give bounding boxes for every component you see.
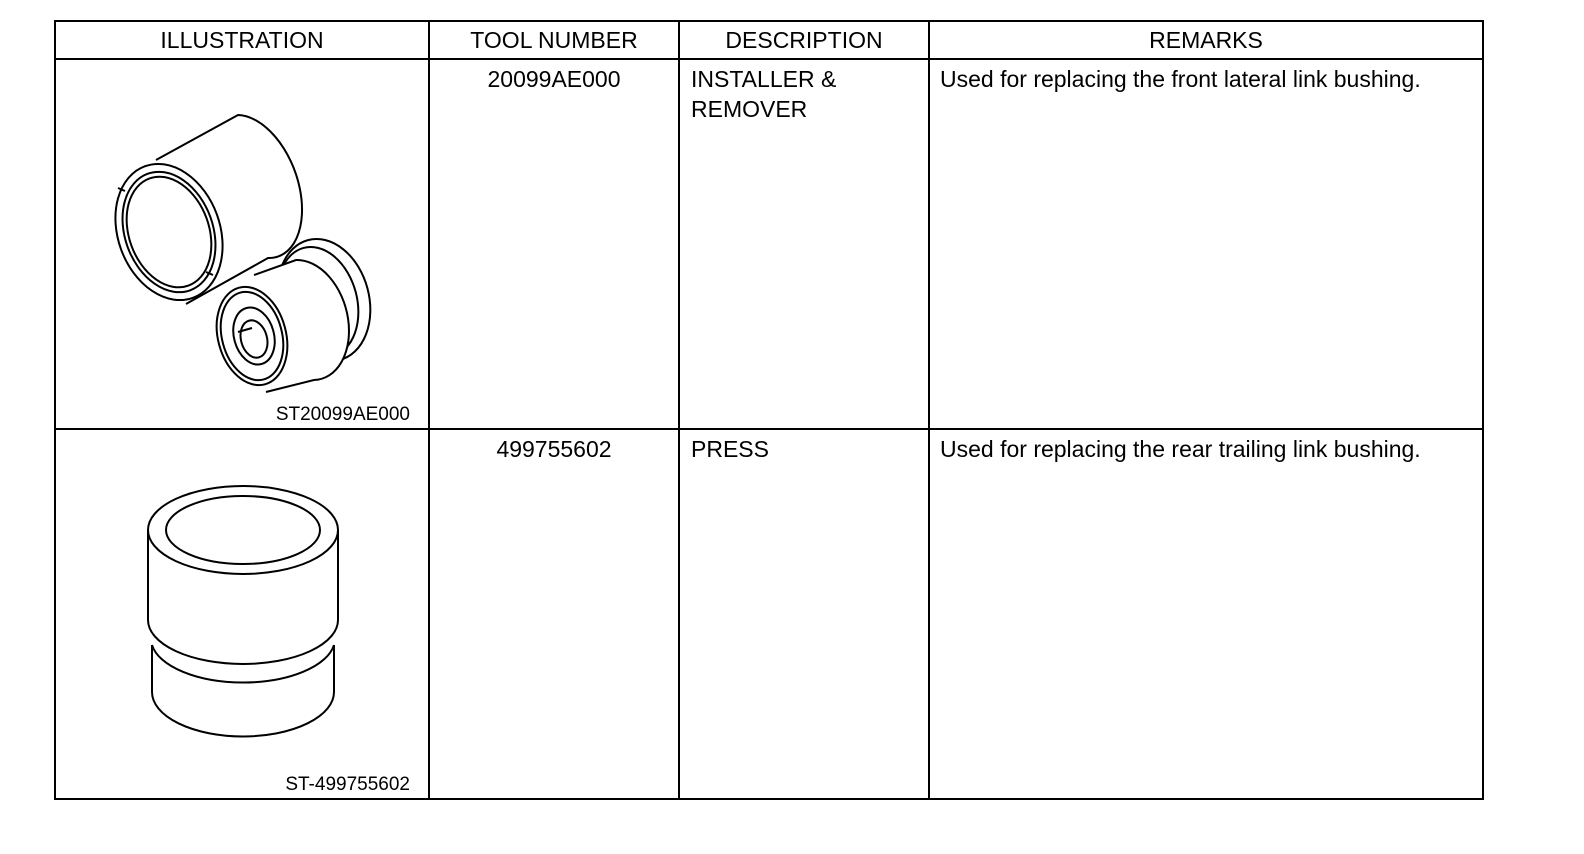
installer-remover-tool-icon — [56, 60, 428, 422]
description-line: REMOVER — [691, 96, 808, 122]
tool-number-cell: 20099AE000 — [429, 59, 679, 429]
special-tools-table — [54, 20, 1484, 800]
table-row — [55, 429, 1483, 799]
illustration-cell — [55, 59, 429, 429]
header-tool-number: TOOL NUMBER — [429, 21, 679, 59]
header-description: DESCRIPTION — [679, 21, 929, 59]
tool-number-cell: 499755602 — [429, 429, 679, 799]
table-row — [55, 59, 1483, 429]
illustration-cell — [55, 429, 429, 799]
remarks-cell: Used for replacing the rear trailing link bushing. — [929, 429, 1483, 799]
header-remarks: REMARKS — [929, 21, 1483, 59]
illustration-code: ST20099AE000 — [275, 404, 410, 425]
description-cell — [679, 429, 929, 799]
illustration-code: ST-499755602 — [285, 774, 410, 795]
press-tool-icon — [56, 430, 428, 792]
remarks-cell: Used for replacing the front lateral link bushing. — [929, 59, 1483, 429]
description-line: PRESS — [691, 436, 769, 462]
table-header-row — [55, 21, 1483, 59]
header-illustration: ILLUSTRATION — [55, 21, 429, 59]
description-line: INSTALLER & — [691, 66, 837, 92]
description-cell — [679, 59, 929, 429]
